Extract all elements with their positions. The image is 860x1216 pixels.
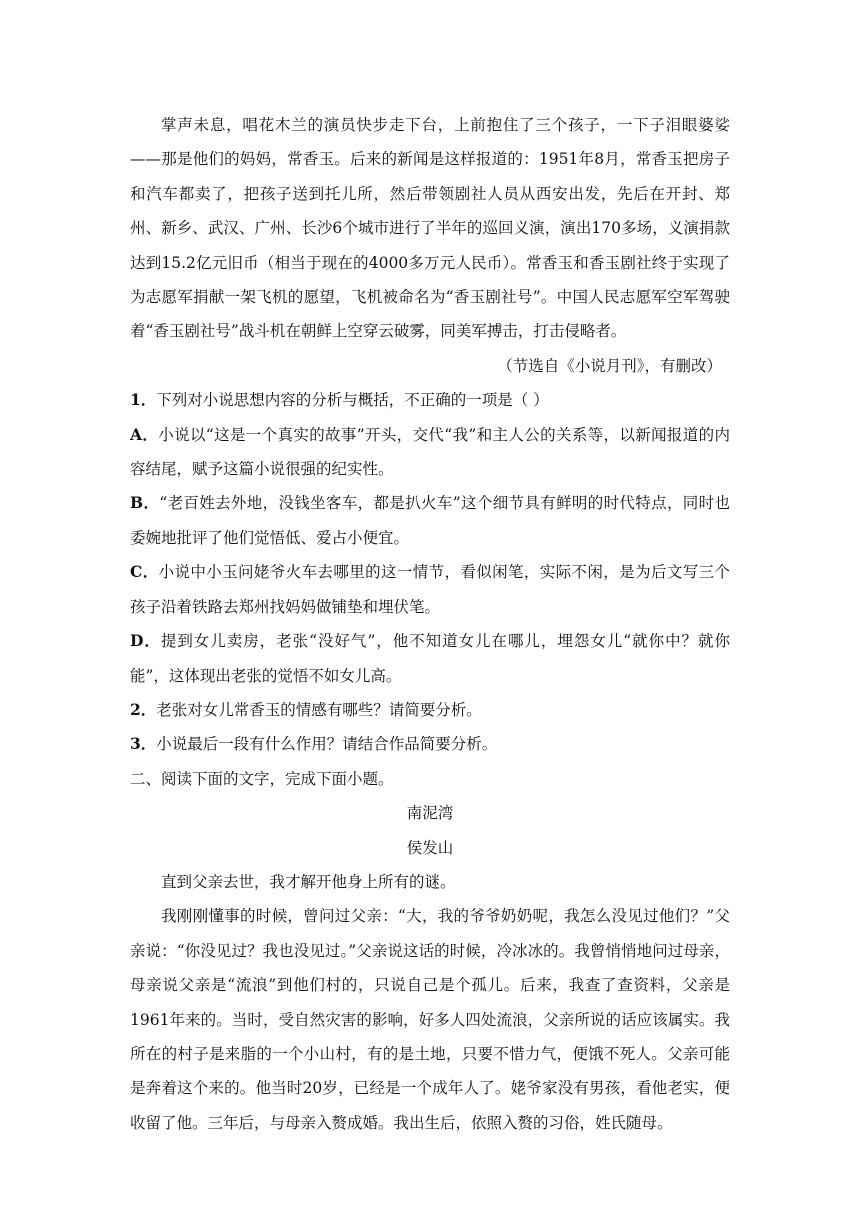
story-author: 侯发山 xyxy=(406,838,454,857)
option-text: 小说以“这是一个真实的故事”开头，交代“我”和主人公的关系等，以新闻报道的内容结尾，赋予这篇小说很强的纪实性。 xyxy=(130,425,730,479)
question-number: 1． xyxy=(130,390,157,410)
option-text: “老百姓去外地，没钱坐客车，都是扒火车”这个细节具有鲜明的时代特点，同时也委婉地批评了他们觉悟低、爱占小便宜。 xyxy=(130,494,730,547)
passage-source: （节选自《小说月刊》，有删改） xyxy=(497,356,722,375)
question-3 xyxy=(130,727,730,761)
question-2 xyxy=(130,693,730,727)
story-paragraph: 我刚刚懂事的时候，曾问过父亲：“大，我的爷爷奶奶呢，我怎么没见过他们？”父亲说：“你没见过？我也没见过。”父亲说这话的时候，冷冰冰的。我曾悄悄地问过母亲，母亲说父亲是“流浪”到他们村的，只说自己是个孤儿。后来，我查了查资料，父亲是1961年来的。当时，受自然灾害的影响，好多人四处流浪，父亲所说的话应该属实。我所在的村子是来脂的一个小山村，有的是土地，只要不惜力气，便饿不死人。父亲可能是奔着这个来的。他当时20岁，已经是一个成年人了。姥爷家没有男孩，看他老实，便收留了他。三年后，与母亲入赘成婚。我出生后，依照入赘的习俗，姓氏随母。 xyxy=(130,907,730,1132)
option-letter: D． xyxy=(130,631,161,651)
story-paragraph: 直到父亲去世，我才解开他身上所有的谜。 xyxy=(161,872,456,891)
passage-closing-paragraph: 掌声未息，唱花木兰的演员快步走下台，上前抱住了三个孩子，一下子泪眼婆娑——那是他们的妈妈，常香玉。后来的新闻是这样报道的：1951年8月，常香玉把房子和汽车都卖了，把孩子送到托儿所，然后带领剧社人员从西安出发，先后在开封、郑州、新乡、武汉、广州、长沙6个城市进行了半年的巡回义演，演出170多场，义演捐款达到15.2亿元旧币（相当于现在的4000多万元人民币）。常香玉和香玉剧社终于实现了为志愿军捐献一架飞机的愿望，飞机被命名为“香玉剧社号”。中国人民志愿军空军驾驶着“香玉剧社号”战斗机在朝鲜上空穿云破雾，同美军搏击，打击侵略者。 xyxy=(130,116,730,341)
option-letter: A． xyxy=(130,424,159,444)
question-number: 2． xyxy=(130,699,157,719)
option-text: 提到女儿卖房，老张“没好气”，他不知道女儿在哪儿，埋怨女儿“就你中？就你能”，这体现出老张的觉悟不如女儿高。 xyxy=(130,632,730,685)
section-heading: 二、阅读下面的文字，完成下面小题。 xyxy=(130,769,394,788)
option-a xyxy=(130,418,730,487)
option-letter: C． xyxy=(130,562,159,582)
option-b xyxy=(130,486,730,555)
question-text: 老张对女儿常香玉的情感有哪些？请简要分析。 xyxy=(156,700,482,719)
question-number: 3． xyxy=(130,734,157,754)
option-d xyxy=(130,624,730,693)
question-list xyxy=(130,383,730,761)
option-letter: B． xyxy=(130,493,160,513)
question-1 xyxy=(130,383,730,417)
story-title: 南泥湾 xyxy=(406,804,454,823)
question-text: 下列对小说思想内容的分析与概括，不正确的一项是（ ） xyxy=(156,391,549,410)
option-text: 小说中小玉问姥爷火车去哪里的这一情节，看似闲笔，实际不闲，是为后文写三个孩子沿着铁路去郑州找妈妈做铺垫和埋伏笔。 xyxy=(130,563,730,616)
question-text: 小说最后一段有什么作用？请结合作品简要分析。 xyxy=(156,735,498,754)
option-c xyxy=(130,555,730,624)
document-page xyxy=(130,108,730,1140)
